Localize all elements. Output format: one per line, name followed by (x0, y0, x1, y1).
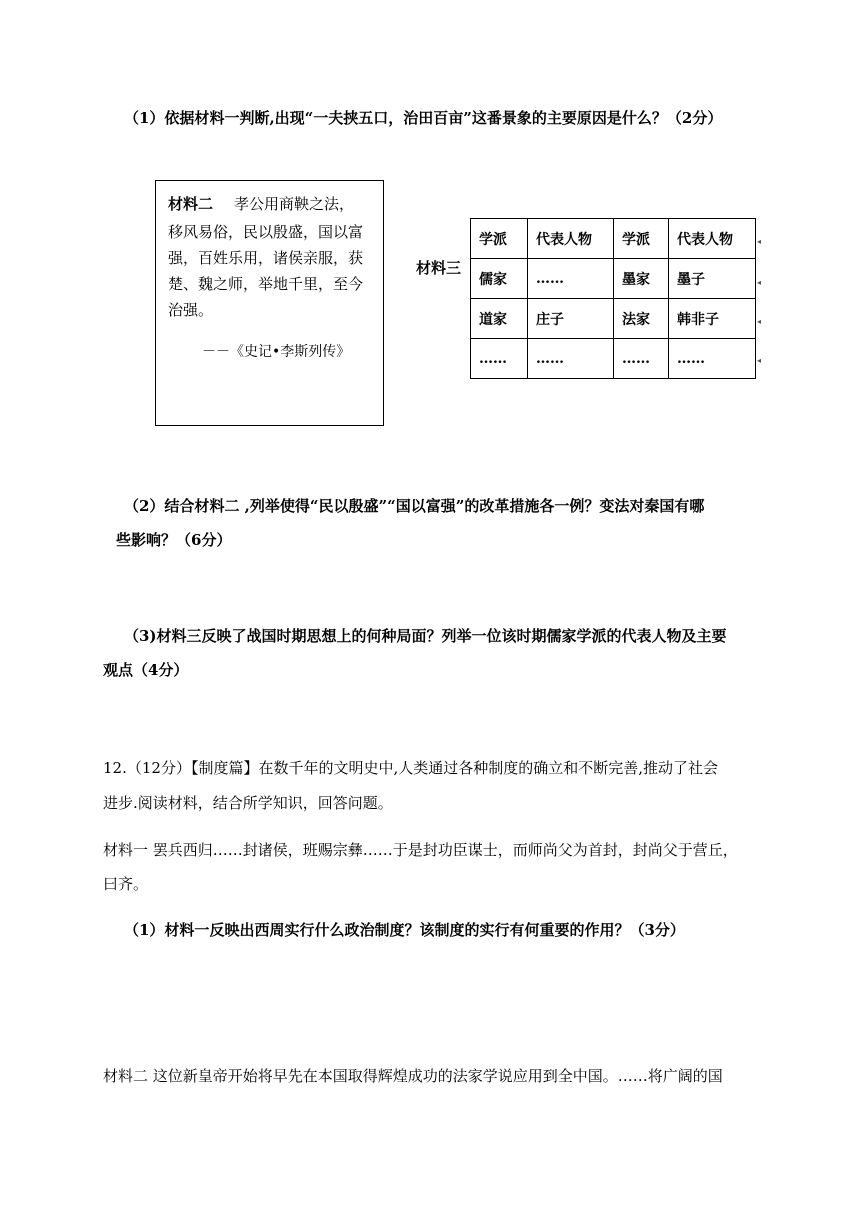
material-3-label: 材料三 (416, 259, 462, 277)
material-2-label: 材料二 (168, 195, 214, 213)
question-1-1: （1）依据材料一判断,出现“一夫挟五口，治田百亩”这番景象的主要原因是什么？（2分） (124, 109, 723, 127)
material-1-line: 曰齐。 (103, 875, 149, 893)
question-1-2-line: （2）结合材料二 ,列举使得“民以殷盛”“国以富强”的改革措施各一例？变法对秦国有哪 (124, 497, 705, 515)
table-cell: 墨子 (669, 259, 756, 299)
table-cell: 墨家 (614, 259, 669, 299)
material-2-line: 移风易俗，民以殷盛，国以富 (168, 223, 364, 241)
table-row (471, 299, 756, 339)
question-1-3-line: 观点（4分） (103, 661, 189, 679)
material-2-next-line: 材料二 这位新皇帝开始将早先在本国取得辉煌成功的法家学说应用到全中国。……将广阔的国 (103, 1067, 723, 1085)
table-edge-mark: ◂ (757, 278, 762, 287)
table-row (471, 219, 756, 259)
table-cell: 儒家 (471, 259, 528, 299)
material-2-line: 孝公用商鞅之法， (234, 195, 355, 213)
material-2-source: －－《史记•李斯列传》 (202, 344, 351, 360)
table-cell: …… (669, 339, 756, 379)
question-12-1: （1）材料一反映出西周实行什么政治制度？该制度的实行有何重要的作用？（3分） (124, 921, 685, 939)
table-cell: 学派 (614, 219, 669, 259)
table-cell: …… (471, 339, 528, 379)
question-12-line: 12.（12分）【制度篇】在数千年的文明史中,人类通过各种制度的确立和不断完善,推动了社会 (103, 759, 718, 777)
table-cell: 代表人物 (528, 219, 614, 259)
material-2-line: 强，百姓乐用，诸侯亲服，获 (168, 249, 364, 267)
table-cell: 庄子 (528, 299, 614, 339)
schools-table (470, 218, 756, 379)
question-1-3-line: （3)材料三反映了战国时期思想上的何种局面？列举一位该时期儒家学派的代表人物及主要 (124, 627, 727, 645)
table-cell: 代表人物 (669, 219, 756, 259)
material-2-box (155, 180, 384, 426)
table-cell: …… (528, 259, 614, 299)
table-row (471, 339, 756, 379)
table-cell: 学派 (471, 219, 528, 259)
table-cell: 法家 (614, 299, 669, 339)
material-2-line: 治强。 (168, 301, 214, 319)
material-1-line: 材料一 罢兵西归……封诸侯，班赐宗彝……于是封功臣谋士，而师尚父为首封，封尚父于营丘， (103, 841, 738, 859)
question-1-2-line: 些影响？（6分） (116, 531, 232, 549)
table-cell: 道家 (471, 299, 528, 339)
table-edge-mark: ◂ (757, 237, 762, 246)
table-edge-mark: ◂ (757, 317, 762, 326)
table-edge-mark: ◂ (757, 356, 762, 365)
table-row (471, 259, 756, 299)
question-12-line: 进步.阅读材料，结合所学知识，回答问题。 (103, 794, 393, 812)
table-cell: …… (528, 339, 614, 379)
table-cell: …… (614, 339, 669, 379)
material-2-line: 楚、魏之师，举地千里，至今 (168, 275, 364, 293)
table-cell: 韩非子 (669, 299, 756, 339)
